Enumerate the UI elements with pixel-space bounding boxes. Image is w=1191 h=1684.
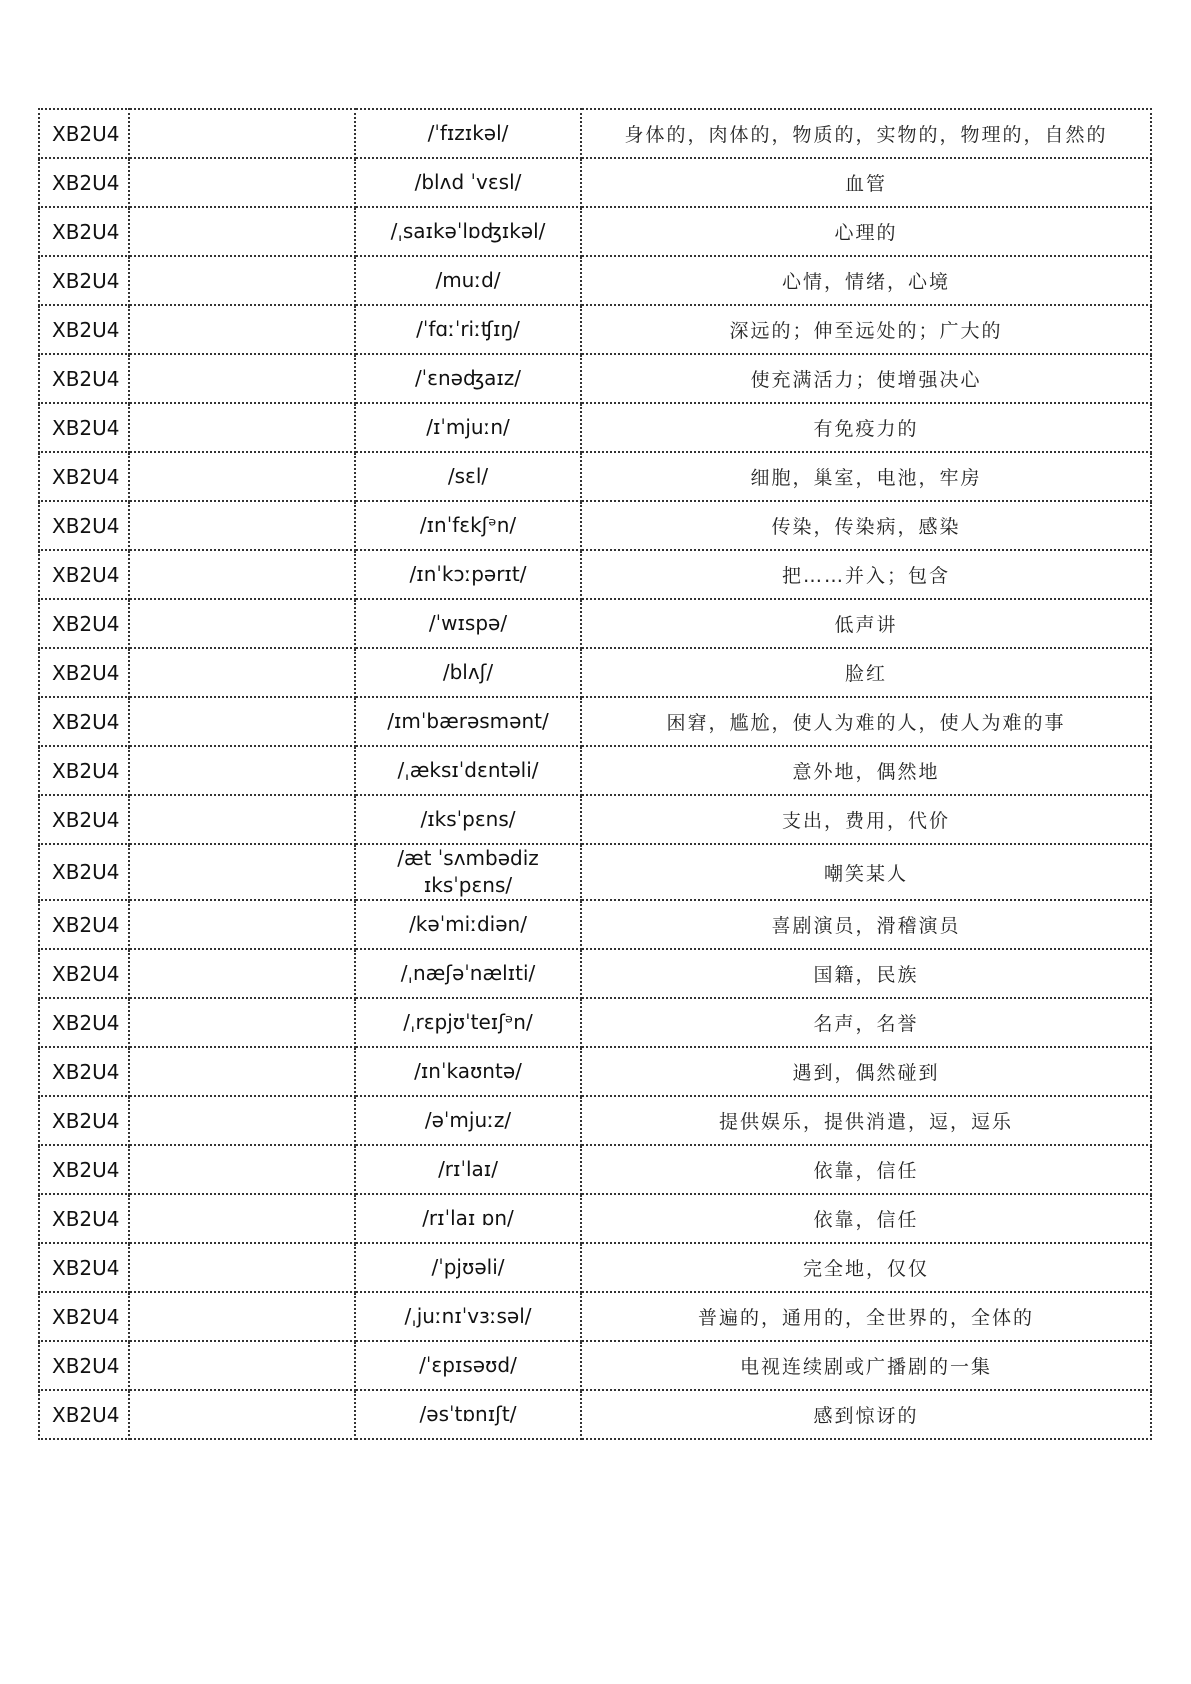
unit-code-cell: XB2U4 — [39, 648, 129, 697]
phonetic-cell — [355, 648, 581, 697]
phonetic-text: /ˈɛpɪsəʊd/ — [419, 1353, 517, 1377]
table-row — [39, 1243, 1151, 1292]
unit-code-cell: XB2U4 — [39, 795, 129, 844]
word-cell — [129, 998, 355, 1047]
phonetic-cell — [355, 599, 581, 648]
phonetic-text: /ˈpjʊəli/ — [431, 1255, 505, 1279]
word-cell — [129, 949, 355, 998]
meaning-cell: 有免疫力的 — [581, 403, 1151, 452]
table-row — [39, 501, 1151, 550]
meaning-cell: 支出，费用，代价 — [581, 795, 1151, 844]
meaning-cell: 电视连续剧或广播剧的一集 — [581, 1341, 1151, 1390]
table-row — [39, 207, 1151, 256]
phonetic-text: /muːd/ — [435, 268, 501, 292]
meaning-cell: 细胞，巢室，电池，牢房 — [581, 452, 1151, 501]
unit-code-cell: XB2U4 — [39, 305, 129, 354]
word-cell — [129, 648, 355, 697]
phonetic-text: /kəˈmiːdiən/ — [409, 912, 527, 936]
meaning-cell: 感到惊讶的 — [581, 1390, 1151, 1439]
word-cell — [129, 1096, 355, 1145]
word-cell — [129, 207, 355, 256]
word-cell — [129, 256, 355, 305]
word-cell — [129, 452, 355, 501]
word-cell — [129, 109, 355, 158]
table-row — [39, 648, 1151, 697]
phonetic-text: /rɪˈlaɪ/ — [438, 1157, 498, 1181]
unit-code-cell: XB2U4 — [39, 1145, 129, 1194]
phonetic-text: /ˌjuːnɪˈvɜːsəl/ — [404, 1304, 532, 1328]
table-row — [39, 1194, 1151, 1243]
phonetic-cell — [355, 256, 581, 305]
unit-code-cell: XB2U4 — [39, 452, 129, 501]
unit-code-cell: XB2U4 — [39, 949, 129, 998]
meaning-cell: 嘲笑某人 — [581, 844, 1151, 900]
unit-code-cell: XB2U4 — [39, 1096, 129, 1145]
word-cell — [129, 1145, 355, 1194]
phonetic-text: /ˌrɛpjʊˈteɪʃᵊn/ — [403, 1010, 533, 1034]
phonetic-cell — [355, 998, 581, 1047]
phonetic-text: /ˈfɪzɪkəl/ — [427, 121, 509, 145]
unit-code-cell: XB2U4 — [39, 900, 129, 949]
phonetic-cell — [355, 697, 581, 746]
table-row — [39, 599, 1151, 648]
word-cell — [129, 795, 355, 844]
meaning-cell: 遇到，偶然碰到 — [581, 1047, 1151, 1096]
unit-code-cell: XB2U4 — [39, 844, 129, 900]
table-row — [39, 550, 1151, 599]
meaning-cell: 深远的；伸至远处的；广大的 — [581, 305, 1151, 354]
unit-code-cell: XB2U4 — [39, 1292, 129, 1341]
table-row — [39, 844, 1151, 900]
meaning-cell: 国籍，民族 — [581, 949, 1151, 998]
word-cell — [129, 403, 355, 452]
table-row — [39, 354, 1151, 403]
phonetic-text: /sɛl/ — [447, 464, 489, 488]
word-cell — [129, 1243, 355, 1292]
table-row — [39, 949, 1151, 998]
phonetic-text: /æt ˈsʌmbədiz ɪksˈpɛns/ — [397, 846, 539, 897]
phonetic-cell — [355, 158, 581, 207]
unit-code-cell: XB2U4 — [39, 403, 129, 452]
table-row — [39, 746, 1151, 795]
table-row — [39, 256, 1151, 305]
word-cell — [129, 844, 355, 900]
phonetic-cell — [355, 746, 581, 795]
phonetic-text: /ˌsaɪkəˈlɒʤɪkəl/ — [390, 219, 546, 243]
word-cell — [129, 1390, 355, 1439]
meaning-cell: 名声，名誉 — [581, 998, 1151, 1047]
phonetic-cell — [355, 795, 581, 844]
unit-code-cell: XB2U4 — [39, 1194, 129, 1243]
phonetic-text: /ɪnˈkaʊntə/ — [414, 1059, 522, 1083]
table-row — [39, 305, 1151, 354]
phonetic-text: /ˌæksɪˈdɛntəli/ — [397, 758, 539, 782]
word-cell — [129, 158, 355, 207]
unit-code-cell: XB2U4 — [39, 550, 129, 599]
unit-code-cell: XB2U4 — [39, 256, 129, 305]
phonetic-cell — [355, 949, 581, 998]
table-row — [39, 697, 1151, 746]
meaning-cell: 喜剧演员，滑稽演员 — [581, 900, 1151, 949]
phonetic-cell — [355, 354, 581, 403]
table-row — [39, 1292, 1151, 1341]
table-row — [39, 1341, 1151, 1390]
phonetic-cell — [355, 305, 581, 354]
table-row — [39, 1096, 1151, 1145]
table-row — [39, 1390, 1151, 1439]
table-row — [39, 795, 1151, 844]
phonetic-text: /ɪnˈkɔːpərɪt/ — [409, 562, 527, 586]
phonetic-text: /əsˈtɒnɪʃt/ — [419, 1402, 517, 1426]
meaning-cell: 脸红 — [581, 648, 1151, 697]
unit-code-cell: XB2U4 — [39, 599, 129, 648]
phonetic-text: /ɪmˈbærəsmənt/ — [387, 709, 549, 733]
phonetic-text: /əˈmjuːz/ — [424, 1108, 512, 1132]
word-cell — [129, 1194, 355, 1243]
word-cell — [129, 305, 355, 354]
unit-code-cell: XB2U4 — [39, 998, 129, 1047]
phonetic-cell — [355, 452, 581, 501]
table-row — [39, 403, 1151, 452]
phonetic-cell — [355, 1047, 581, 1096]
phonetic-text: /ɪksˈpɛns/ — [420, 807, 516, 831]
meaning-cell: 完全地，仅仅 — [581, 1243, 1151, 1292]
meaning-cell: 使充满活力；使增强决心 — [581, 354, 1151, 403]
phonetic-cell — [355, 844, 581, 900]
unit-code-cell: XB2U4 — [39, 1047, 129, 1096]
word-cell — [129, 599, 355, 648]
unit-code-cell: XB2U4 — [39, 1243, 129, 1292]
phonetic-cell — [355, 1292, 581, 1341]
phonetic-text: /ˈfɑːˈriːʧɪŋ/ — [416, 317, 520, 341]
unit-code-cell: XB2U4 — [39, 697, 129, 746]
table-row — [39, 452, 1151, 501]
meaning-cell: 提供娱乐，提供消遣，逗，逗乐 — [581, 1096, 1151, 1145]
phonetic-cell — [355, 1194, 581, 1243]
table-row — [39, 998, 1151, 1047]
unit-code-cell: XB2U4 — [39, 501, 129, 550]
meaning-cell: 身体的，肉体的，物质的，实物的，物理的，自然的 — [581, 109, 1151, 158]
vocabulary-sheet — [38, 108, 1152, 1440]
meaning-cell: 低声讲 — [581, 599, 1151, 648]
phonetic-cell — [355, 1096, 581, 1145]
unit-code-cell: XB2U4 — [39, 354, 129, 403]
table-row — [39, 158, 1151, 207]
word-cell — [129, 550, 355, 599]
meaning-cell: 普遍的，通用的，全世界的，全体的 — [581, 1292, 1151, 1341]
phonetic-cell — [355, 501, 581, 550]
meaning-cell: 传染，传染病，感染 — [581, 501, 1151, 550]
meaning-cell: 依靠，信任 — [581, 1194, 1151, 1243]
phonetic-cell — [355, 109, 581, 158]
unit-code-cell: XB2U4 — [39, 1341, 129, 1390]
unit-code-cell: XB2U4 — [39, 109, 129, 158]
table-row — [39, 109, 1151, 158]
vocabulary-table-body — [39, 109, 1151, 1439]
phonetic-cell — [355, 403, 581, 452]
table-row — [39, 900, 1151, 949]
phonetic-cell — [355, 1243, 581, 1292]
word-cell — [129, 746, 355, 795]
phonetic-cell — [355, 900, 581, 949]
unit-code-cell: XB2U4 — [39, 746, 129, 795]
word-cell — [129, 697, 355, 746]
meaning-cell: 心理的 — [581, 207, 1151, 256]
word-cell — [129, 501, 355, 550]
phonetic-text: /blʌʃ/ — [442, 660, 494, 684]
word-cell — [129, 900, 355, 949]
meaning-cell: 心情，情绪，心境 — [581, 256, 1151, 305]
phonetic-text: /ˈɛnəʤaɪz/ — [414, 366, 522, 390]
word-cell — [129, 1341, 355, 1390]
vocabulary-table — [38, 108, 1152, 1440]
word-cell — [129, 1292, 355, 1341]
meaning-cell: 依靠，信任 — [581, 1145, 1151, 1194]
phonetic-text: /rɪˈlaɪ ɒn/ — [422, 1206, 514, 1230]
meaning-cell: 血管 — [581, 158, 1151, 207]
meaning-cell: 把……并入；包含 — [581, 550, 1151, 599]
phonetic-cell — [355, 550, 581, 599]
phonetic-text: /blʌd ˈvɛsl/ — [414, 170, 522, 194]
word-cell — [129, 354, 355, 403]
unit-code-cell: XB2U4 — [39, 1390, 129, 1439]
phonetic-cell — [355, 207, 581, 256]
phonetic-cell — [355, 1145, 581, 1194]
phonetic-text: /ˈwɪspə/ — [428, 611, 508, 635]
phonetic-text: /ɪˈmjuːn/ — [426, 415, 510, 439]
meaning-cell: 困窘，尴尬，使人为难的人，使人为难的事 — [581, 697, 1151, 746]
word-cell — [129, 1047, 355, 1096]
phonetic-text: /ɪnˈfɛkʃᵊn/ — [419, 513, 517, 537]
phonetic-cell — [355, 1390, 581, 1439]
meaning-cell: 意外地，偶然地 — [581, 746, 1151, 795]
table-row — [39, 1047, 1151, 1096]
phonetic-cell — [355, 1341, 581, 1390]
unit-code-cell: XB2U4 — [39, 207, 129, 256]
unit-code-cell: XB2U4 — [39, 158, 129, 207]
table-row — [39, 1145, 1151, 1194]
phonetic-text: /ˌnæʃəˈnælɪti/ — [400, 961, 536, 985]
